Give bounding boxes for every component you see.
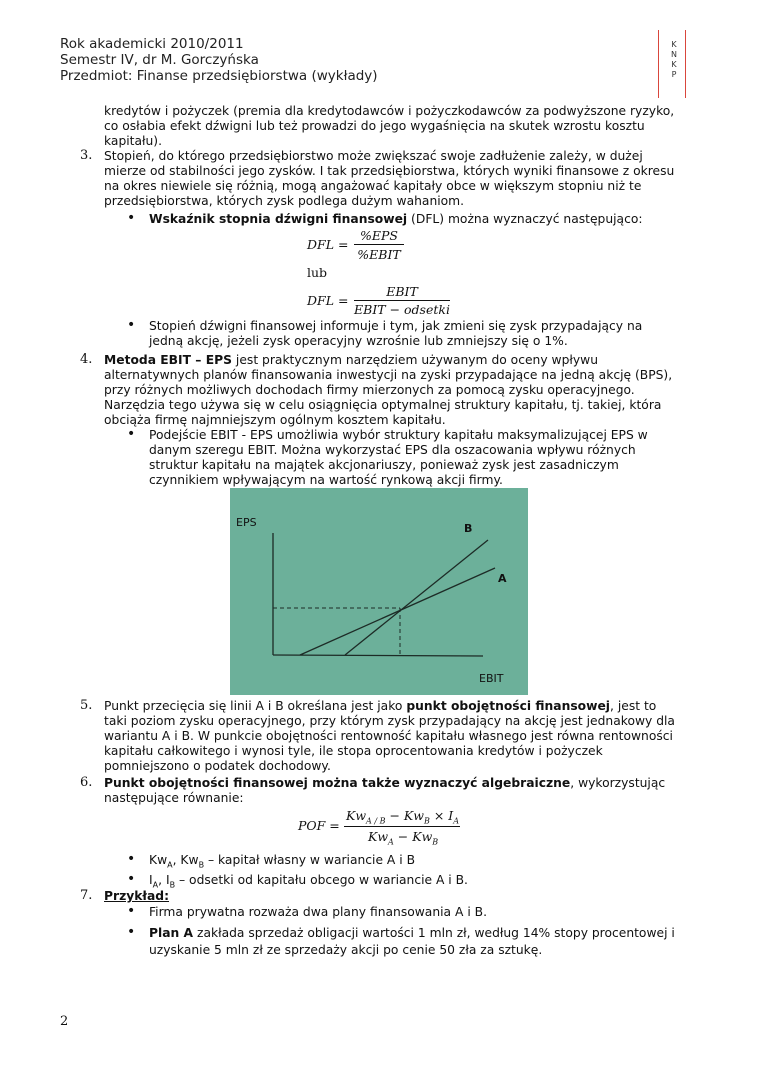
ib-sub: B: [169, 880, 176, 890]
intro-line-3: kapitału).: [104, 134, 163, 148]
item-6-bullet-1: [149, 853, 415, 868]
item-3-bullet-2-line-2: jedną akcję, jeżeli zysk operacyjny wzrośnie lub zmniejszy się o 1%.: [149, 334, 568, 348]
plan-a-description: zakłada sprzedaż obligacji wartości 1 mln zł, według 14% stopy procentowej i: [193, 926, 675, 940]
dfl-formula-1-numerator: %EPS: [360, 228, 398, 243]
item-3-bullet-1: [149, 212, 643, 227]
item-6-bold-title: Punkt obojętności finansowej można także wyznaczyć algebraiczne: [104, 776, 571, 790]
intro-line-2: co osłabia efekt dźwigni lub też prowadzi do jego wygaśnięcia na skutek wzrostu kosztu: [104, 119, 645, 133]
item-5-line-2: taki poziom zysku operacyjnego, przy którym zysk przypadający na akcję jest jednakowy dla: [104, 714, 675, 728]
item-3-line-2: mierze od stabilności jego zysków. I tak przedsiębiorstwa, których wyniki finansowe z okresu: [104, 164, 675, 178]
item-3-line-4: przedsiębiorstwa, których zysk podlega dużym wahaniom.: [104, 194, 465, 208]
item-4-line-2: alternatywnych planów finansowania inwestycji na zyski przypadające na jedną akcję (BPS),: [104, 368, 673, 382]
pof-formula-denominator: [368, 829, 439, 847]
bullet-dot: •: [127, 210, 136, 226]
ebit-eps-chart-svg: [230, 488, 528, 695]
item-4-bullet-line-2: danym szeregu EBIT. Można wykorzystać EPS dla oszacowania wpływu różnych: [149, 443, 636, 457]
item-7-bullet-1: Firma prywatna rozważa dwa plany finansowania A i B.: [149, 905, 487, 919]
dfl-formula-2-numerator: EBIT: [386, 284, 418, 299]
item-6-line-1-end: , wykorzystując: [570, 776, 666, 790]
item-3-number: 3.: [80, 148, 93, 163]
logo-letters: K N K P: [671, 40, 677, 79]
pof-num-kwb-sub: B: [423, 816, 430, 826]
i-description: – odsetki od kapitału obcego w wariancie A i B.: [175, 873, 468, 887]
line-b-label: B: [464, 522, 473, 535]
pof-num-kwab: Kw: [346, 808, 367, 823]
dfl-formula-2-denominator: EBIT − odsetki: [354, 302, 450, 317]
item-4-line-1-rest: jest praktycznym narzędziem używanym do oceny wpływu: [232, 353, 598, 367]
pof-den-kwb: − Kw: [393, 829, 433, 844]
kwb-sub: B: [198, 860, 205, 870]
bullet-dot: •: [127, 871, 136, 887]
header-line-year: Rok akademicki 2010/2011: [60, 36, 244, 52]
item-3-bullet-2-line-1: Stopień dźwigni finansowej informuje i tym, jak zmieni się zysk przypadający na: [149, 319, 643, 333]
ia-text: I: [149, 873, 153, 887]
plan-a-term: Plan A: [149, 926, 194, 940]
pof-den-kwb-sub: B: [432, 837, 439, 847]
item-3-line-1: Stopień, do którego przedsiębiorstwo może zwiększać swoje zadłużenie zależy, w dużej: [104, 149, 643, 163]
dfl-description: (DFL) można wyznaczyć następująco:: [407, 212, 643, 226]
item-5-line-1-end: , jest to: [610, 699, 657, 713]
kwb-text: , Kw: [172, 853, 199, 867]
dfl-term: Wskaźnik stopnia dźwigni finansowej: [149, 212, 408, 226]
kw-description: – kapitał własny w wariancie A i B: [204, 853, 416, 867]
item-7-bullet-2-line-2: uzyskanie 5 mln zł ze sprzedaży akcji po cenie 50 zła za sztukę.: [149, 943, 543, 957]
pof-num-kwab-sub: A / B: [366, 816, 386, 826]
bullet-dot: •: [127, 924, 136, 940]
item-4-line-5: obciąża firmę najmniejszym ogólnym kosztem kapitału.: [104, 413, 446, 427]
line-a-label: A: [498, 572, 507, 585]
item-5-line-3: wariantu A i B. W punkcie obojętności rentowność kapitału własnego jest równa rentowności: [104, 729, 673, 743]
item-6-number: 6.: [80, 775, 93, 790]
item-6-bullet-2: [149, 873, 468, 888]
knkp-logo: [658, 30, 686, 98]
przyklad-title: Przykład:: [104, 889, 170, 903]
dfl-formula-2-lhs: DFL =: [307, 293, 349, 308]
bullet-dot: •: [127, 317, 136, 333]
page-number: 2: [60, 1014, 69, 1029]
bullet-dot: •: [127, 426, 136, 442]
punkt-obojetnosci-term: punkt obojętności finansowej: [406, 699, 611, 713]
item-4-line-3: przy różnych możliwych dochodach firmy mierzonych za pomocą zysku operacyjnego.: [104, 383, 635, 397]
item-5-line-1: [104, 699, 656, 714]
item-5-line-4: kapitału całkowitego i wynosi tyle, ile stopa oprocentowania kredytów i pożyczek: [104, 744, 603, 758]
header-line-semester: Semestr IV, dr M. Gorczyńska: [60, 52, 259, 68]
bullet-dot: •: [127, 903, 136, 919]
item-4-line-1: [104, 353, 598, 368]
item-7-bullet-2-line-1: [149, 926, 675, 941]
dfl-formula-1-fraction-line: [354, 244, 404, 245]
pof-formula-fraction-line: [344, 826, 460, 827]
chart-x-label: EBIT: [479, 672, 504, 685]
ia-sub: A: [152, 880, 159, 890]
item-4-bullet-line-3: struktur kapitału na majątek akcjonariuszy, ponieważ zysk jest zasadniczym: [149, 458, 619, 472]
item-5-line-1-start: Punkt przecięcia się linii A i B określana jest jako: [104, 699, 407, 713]
pof-num-kwb: − Kw: [385, 808, 424, 823]
item-4-line-4: Narzędzia tego używa się w celu osiągnięcia optymalnej struktury kapitału, tj. takiej, która: [104, 398, 662, 412]
ib-text: , I: [158, 873, 170, 887]
pof-den-kwa: Kw: [368, 829, 389, 844]
dfl-formula-2-fraction-line: [354, 300, 450, 301]
ebit-eps-term: Metoda EBIT – EPS: [104, 353, 233, 367]
pof-num-ia: × I: [429, 808, 454, 823]
pof-formula-numerator: [346, 808, 459, 826]
chart-background: [230, 488, 528, 695]
dfl-formula-1-lhs: DFL =: [307, 237, 349, 252]
ebit-eps-chart: [230, 488, 528, 695]
item-7-title: [104, 889, 169, 904]
item-3-line-3: na okres niewiele się różnią, mogą angażować kapitały obce w większym stopniu niż te: [104, 179, 642, 193]
item-6-line-1: [104, 776, 665, 791]
pof-num-ia-sub: A: [453, 816, 459, 826]
pof-formula-lhs: POF =: [298, 818, 340, 833]
bullet-dot: •: [127, 851, 136, 867]
item-4-number: 4.: [80, 352, 93, 367]
header-line-subject: Przedmiot: Finanse przedsiębiorstwa (wykłady): [60, 68, 378, 84]
item-5-line-5: pomniejszono o podatek dochodowy.: [104, 759, 331, 773]
intro-line-1: kredytów i pożyczek (premia dla kredytodawców i pożyczkodawców za podwyższone ryzyko,: [104, 104, 675, 118]
item-4-bullet-line-1: Podejście EBIT - EPS umożliwia wybór struktury kapitału maksymalizującej EPS w: [149, 428, 648, 442]
item-6-line-2: następujące równanie:: [104, 791, 244, 805]
item-4-bullet-line-4: czynnikiem wpływającym na wartość rynkową akcji firmy.: [149, 473, 503, 487]
item-7-number: 7.: [80, 888, 93, 903]
item-5-number: 5.: [80, 698, 93, 713]
dfl-formula-1-denominator: %EBIT: [357, 247, 401, 262]
kwa-text: Kw: [149, 853, 168, 867]
pof-den-kwa-sub: A: [388, 837, 394, 847]
kwa-sub: A: [167, 860, 173, 870]
lub-text: lub: [307, 265, 328, 280]
chart-y-label: EPS: [236, 516, 257, 529]
